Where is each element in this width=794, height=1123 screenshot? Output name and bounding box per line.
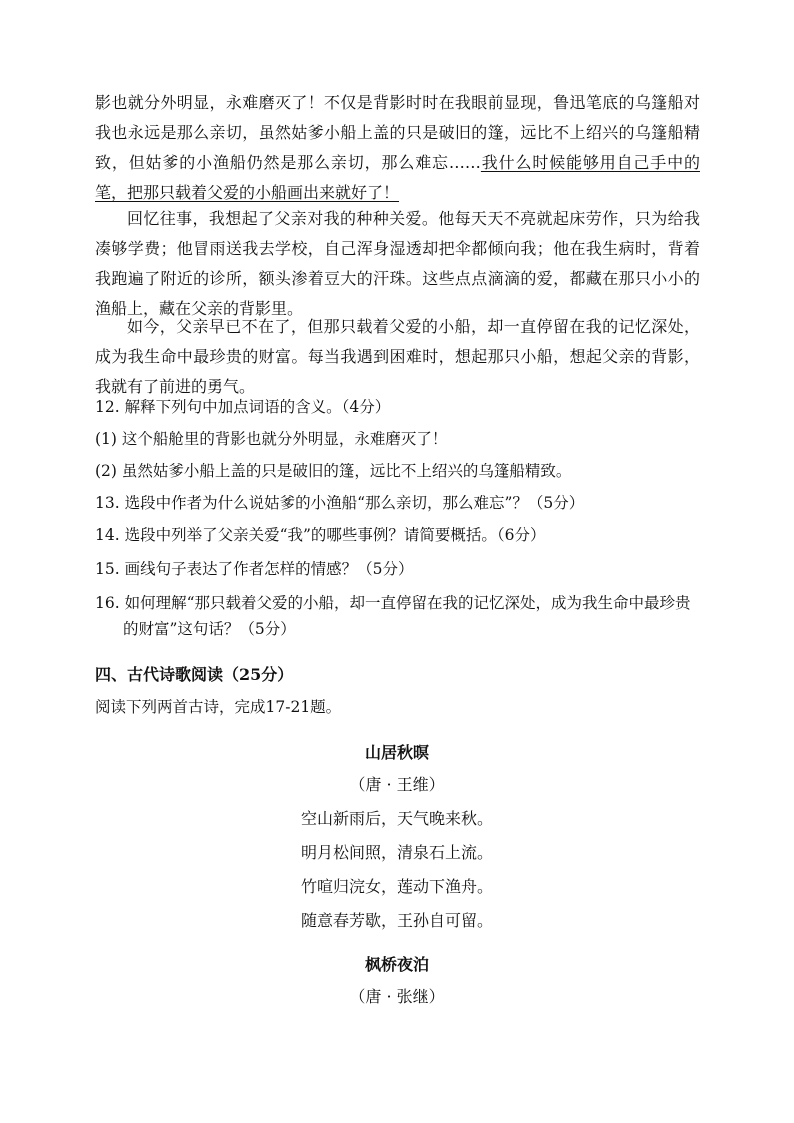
- section-4-instruction: 阅读下列两首古诗，完成17-21题。: [95, 698, 342, 716]
- question-14: 14. 选段中列举了父亲关爱“我”的哪些事例？请简要概括。（6分）: [95, 526, 546, 544]
- passage-text: 影也就分外明显，永难磨灭了！不仅是背影时时在我眼前显现，鲁迅笔底的乌篷船对我也永远是那么亲切，虽然姑爹小船上盖的只是破旧的篷，远比不上绍兴的乌篷船精致，但姑爹的小渔船仍然是那么亲切，那么难忘……: [95, 93, 700, 172]
- passage-paragraph-2: 回忆往事，我想起了父亲对我的种种关爱。他每天天不亮就起床劳作，只为给我凑够学费；他冒雨送我去学校，自己浑身湿透却把伞都倾向我；他在我生病时，背着我跑遍了附近的诊所，额头渗着豆大的汗珠。这些点点滴滴的爱，都藏在那只小小的渔船上，藏在父亲的背影里。: [95, 209, 700, 318]
- underlined-sentence: 我什么时候能够用自己手中的笔，把那只载着父爱的小船画出来就好了！: [95, 153, 700, 202]
- poem-1-line: 明月松间照，清泉石上流。: [300, 843, 493, 862]
- poem-1-line: 竹喧归浣女，莲动下渔舟。: [300, 877, 493, 896]
- passage-paragraph-1: [95, 88, 700, 208]
- section-4-title: 四、古代诗歌阅读（25分）: [95, 665, 294, 684]
- question-13: 13. 选段中作者为什么说姑爹的小渔船“那么亲切，那么难忘”？（5分）: [95, 494, 585, 512]
- poem-1-author: （唐 · 王维）: [349, 775, 445, 794]
- poem-2-title: 枫桥夜泊: [364, 955, 429, 974]
- question-12: 12. 解释下列句中加点词语的含义。（4分）: [95, 398, 391, 416]
- poem-1-line: 随意春芳歇，王孙自可留。: [300, 911, 493, 930]
- passage-paragraph-3: 如今，父亲早已不在了，但那只载着父爱的小船，却一直停留在我的记忆深处，成为我生命中最珍贵的财富。每当我遇到困难时，想起那只小船，想起父亲的背影，我就有了前进的勇气。: [95, 317, 700, 396]
- question-15: 15. 画线句子表达了作者怎样的情感？（5分）: [95, 560, 414, 578]
- question-12-2: (2) 虽然姑爹小船上盖的只是破旧的篷，远比不上绍兴的乌篷船精致。: [95, 462, 572, 480]
- poem-2-author: （唐 · 张继）: [349, 987, 445, 1006]
- poem-1-line: 空山新雨后，天气晚来秋。: [300, 809, 493, 828]
- question-16: 16. 如何理解“那只载着父爱的小船，却一直停留在我的记忆深处，成为我生命中最珍贵的财富”这句话？（5分）: [95, 594, 691, 638]
- poem-1-title: 山居秋暝: [364, 743, 429, 762]
- question-12-1: (1) 这个船舱里的背影也就分外明显，永难磨灭了！: [95, 430, 448, 448]
